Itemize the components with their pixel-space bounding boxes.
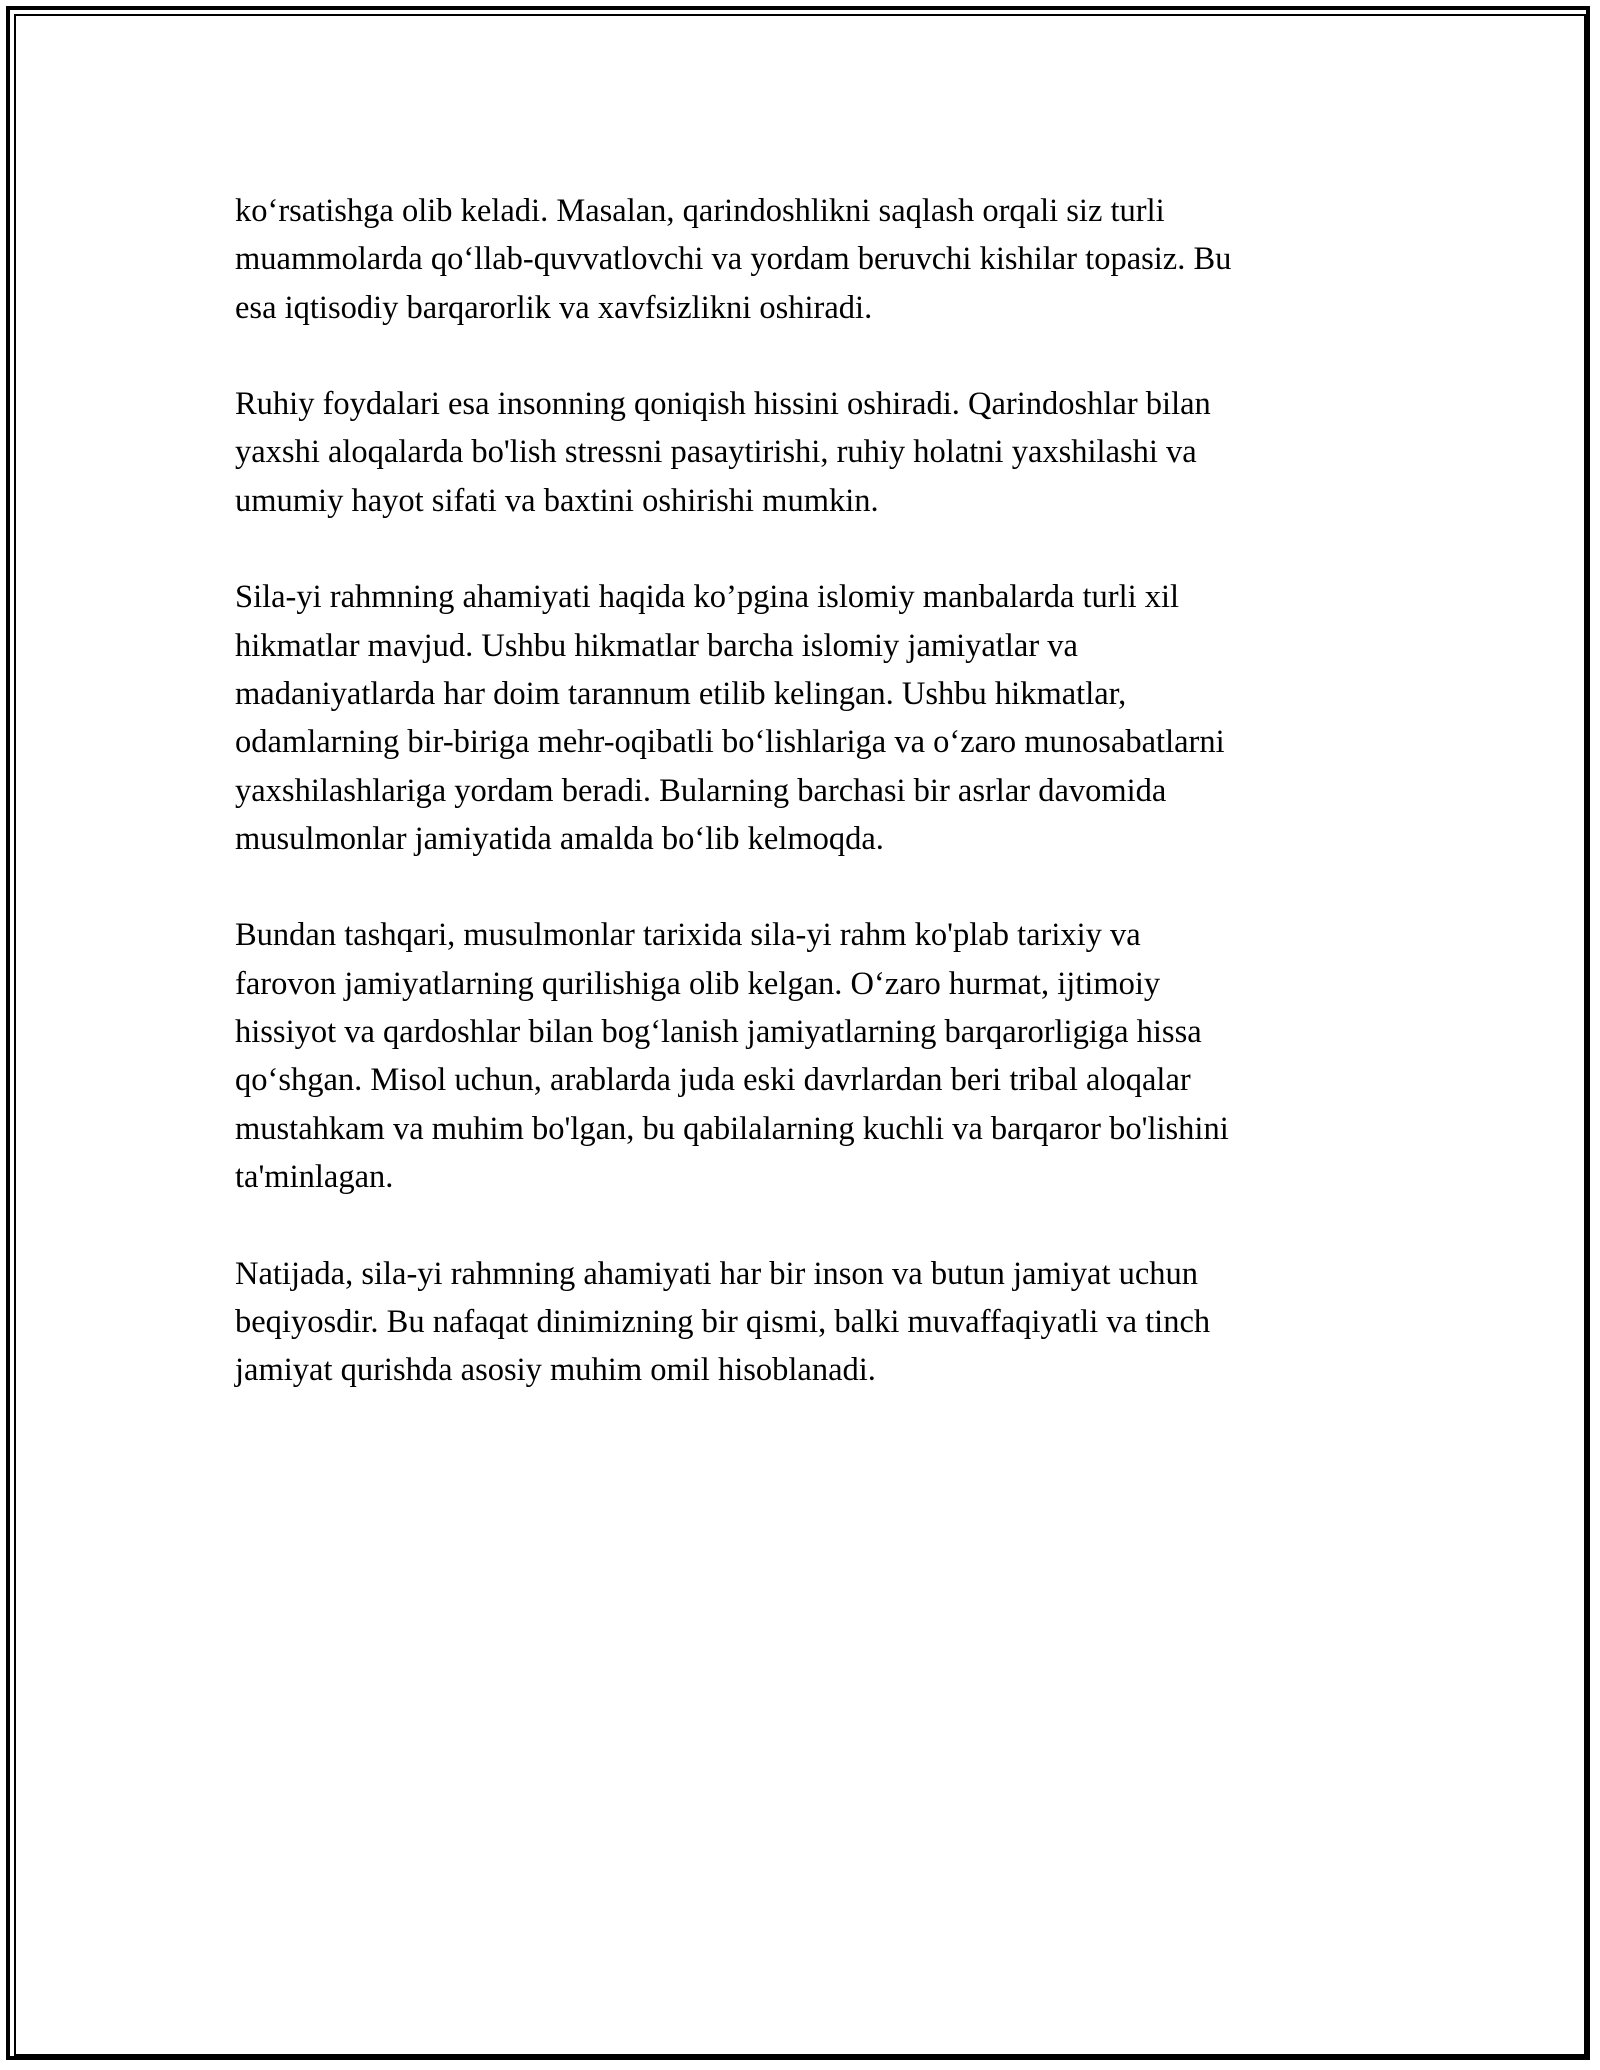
text-line: muammolarda qo‘llab-quvvatlovchi va yordam beruvchi kishilar topasiz. Bu [235,241,1232,278]
text-line: yaxshilashlariga yordam beradi. Bularning barchasi bir asrlar davomida [235,772,1167,809]
paragraph-history [235,911,1365,1201]
text-line: odamlarning bir-biriga mehr-oqibatli bo‘lishlariga va o‘zaro munosabatlarni [235,724,1225,761]
paragraph-spiritual-benefits [235,380,1365,525]
text-line: qo‘shgan. Misol uchun, arablarda juda eski davrlardan beri tribal aloqalar [235,1062,1191,1099]
document-body [235,187,1365,1443]
text-line: Sila-yi rahmning ahamiyati haqida ko’pgina islomiy manbalarda turli xil [235,579,1180,616]
text-line: beqiyosdir. Bu nafaqat dinimizning bir qismi, balki muvaffaqiyatli va tinch [235,1303,1211,1340]
text-line: umumiy hayot sifati va baxtini oshirishi mumkin. [235,482,879,519]
text-line: musulmonlar jamiyatida amalda bo‘lib kelmoqda. [235,820,884,857]
text-line: Natijada, sila-yi rahmning ahamiyati har bir inson va butun jamiyat uchun [235,1255,1199,1292]
text-line: Ruhiy foydalari esa insonning qoniqish hissini oshiradi. Qarindoshlar bilan [235,386,1211,423]
text-line: yaxshi aloqalarda bo'lish stressni pasaytirishi, ruhiy holatni yaxshilashi va [235,434,1197,471]
paragraph-islamic-sources [235,573,1365,863]
text-line: ko‘rsatishga olib keladi. Masalan, qarindoshlikni saqlash orqali siz turli [235,193,1165,229]
text-line: farovon jamiyatlarning qurilishiga olib kelgan. O‘zaro hurmat, ijtimoiy [235,965,1161,1002]
paragraph-economic-benefits [235,187,1365,332]
paragraph-conclusion [235,1250,1365,1395]
text-line: hikmatlar mavjud. Ushbu hikmatlar barcha islomiy jamiyatlar va [235,627,1078,664]
text-line: Bundan tashqari, musulmonlar tarixida sila-yi rahm ko'plab tarixiy va [235,917,1141,954]
text-line: madaniyatlarda har doim tarannum etilib kelingan. Ushbu hikmatlar, [235,675,1127,712]
text-line: ta'minlagan. [235,1158,394,1195]
text-line: hissiyot va qardoshlar bilan bog‘lanish jamiyatlarning barqarorligiga hissa [235,1014,1202,1051]
text-line: jamiyat qurishda asosiy muhim omil hisoblanadi. [235,1352,876,1389]
text-line: mustahkam va muhim bo'lgan, bu qabilalarning kuchli va barqaror bo'lishini [235,1110,1229,1147]
text-line: esa iqtisodiy barqarorlik va xavfsizlikni oshiradi. [235,289,873,326]
